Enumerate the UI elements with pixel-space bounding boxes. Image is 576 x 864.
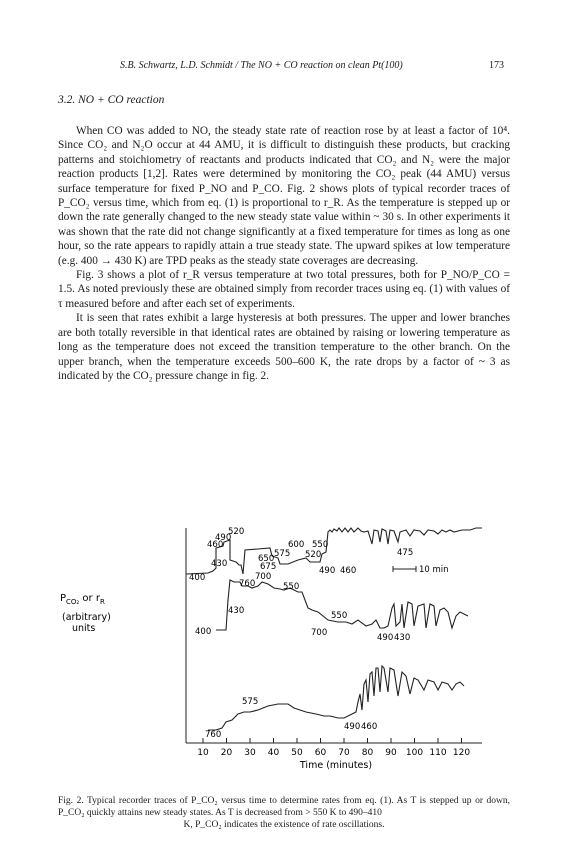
- ylabel-units-2: units: [72, 623, 96, 634]
- x-tick-label: 60: [314, 748, 327, 758]
- label-t1-760: 760: [239, 579, 256, 589]
- caption-text: Fig. 2. Typical recorder traces of P_CO₂ versus time to determine rates from eq. (1). As T is stepped up or down, P_CO₂ quickly attains new steady states. As T is decreased from > 550 K to 490–410: [58, 796, 510, 818]
- label-t1-700: 700: [255, 572, 272, 582]
- figure-plot: [58, 516, 510, 786]
- label-t2-430: 430: [228, 606, 245, 616]
- x-tick-label: 40: [267, 748, 280, 758]
- label-t1-675: 675: [260, 562, 277, 572]
- label-t1-430: 430: [211, 559, 228, 569]
- body-text: [58, 124, 510, 383]
- label-t1-575: 575: [274, 549, 291, 559]
- label-t1-550: 550: [312, 540, 329, 550]
- ylabel: $P_{CO_2}$ or $r_R$: [60, 593, 105, 606]
- label-t2-490: 490: [377, 633, 394, 643]
- scale-bar-label: 10 min: [419, 565, 449, 575]
- label-t3-575: 575: [242, 697, 259, 707]
- x-ticks: [197, 738, 470, 758]
- paragraph-1: When CO was added to NO, the steady state rate of reaction rose by at least a factor of 10⁴. Since CO₂ and N₂O occur at 44 AMU, it is difficult to distinguish these products, but cracking patterns and stoichiometry of reactants and products indicated that CO₂ and N₂ were the major reaction products [1,2]. Rates were determined by monitoring the CO₂ peak (44 AMU) versus surface temperature for fixed P_NO and P_CO. Fig. 2 shows plots of typical recorder traces of P_CO₂ versus time, which from eq. (1) is proportional to r_R. As the temperature is stepped up or down the rate generally changed to the new steady state value within ~ 30 s. In other experiments it was shown that the rate did not change significantly at a fixed temperature for times as long as one hour, so the rate appears to rapidly attain a true steady state. The upward spikes at low temperature (e.g. 400 → 430 K) are TPD peaks as the steady state coverages are decreasing.: [58, 125, 510, 267]
- xlabel: Time (minutes): [299, 760, 373, 771]
- label-t3-490: 490: [344, 722, 361, 732]
- label-t1-520: 520: [228, 527, 245, 537]
- label-t1-550b: 550: [283, 582, 300, 592]
- label-t2-400: 400: [195, 627, 212, 637]
- label-t3-760: 760: [205, 730, 222, 740]
- label-t1-490b: 490: [319, 566, 336, 576]
- x-tick-label: 10: [197, 748, 209, 758]
- x-tick-label: 80: [361, 748, 374, 758]
- label-t2-700: 700: [311, 628, 328, 638]
- running-head: S.B. Schwartz, L.D. Schmidt / The NO + CO reaction on clean Pt(100): [120, 60, 403, 71]
- page-number: 173: [489, 60, 504, 71]
- x-tick-label: 20: [220, 748, 233, 758]
- label-t1-650: 650: [258, 554, 275, 564]
- paragraph-2: Fig. 3 shows a plot of r_R versus temperature at two total pressures, both for P_NO/P_CO = 1.5. As noted previously these are obtained simply from recorder traces using eq. (1) with values of τ measured before and after each set of experiments.: [58, 269, 510, 310]
- label-t1-520b: 520: [305, 550, 322, 560]
- label-t3-460: 460: [361, 722, 378, 732]
- x-tick-label: 90: [385, 748, 397, 758]
- x-tick-label: 110: [429, 748, 447, 758]
- label-t2-550: 550: [331, 611, 348, 621]
- figure-caption: [58, 795, 510, 831]
- x-tick-label: 100: [405, 748, 424, 758]
- figure-2: [58, 516, 510, 786]
- label-t1-600: 600: [288, 540, 305, 550]
- x-tick-label: 70: [338, 748, 350, 758]
- label-t1-490: 490: [215, 533, 232, 543]
- x-tick-label: 120: [452, 748, 471, 758]
- section-title: 3.2. NO + CO reaction: [58, 94, 165, 106]
- x-tick-label: 50: [291, 748, 303, 758]
- x-tick-label: 30: [244, 748, 256, 758]
- caption-end: K, P_CO₂ indicates the existence of rate oscillations.: [183, 820, 385, 830]
- paragraph-3: It is seen that rates exhibit a large hysteresis at both pressures. The upper and lower branches are both totally reversible in that identical rates are obtained by raising or lowering temperature as long as the temperature does not exceed the transition temperature to the other branch. On the upper branch, when the temperature exceeds 500–600 K, the rate drops by a factor of ~ 3 as indicated by the CO₂ pressure change in fig. 2.: [58, 312, 510, 382]
- label-t1-460b: 460: [340, 566, 357, 576]
- trace-3-labels: [205, 697, 377, 740]
- label-t2-430b: 430: [394, 633, 411, 643]
- label-t1-400: 400: [189, 573, 206, 583]
- label-t1-475: 475: [397, 548, 414, 558]
- label-t1-460: 460: [207, 540, 224, 550]
- ylabel-units-1: (arbitrary): [62, 612, 111, 623]
